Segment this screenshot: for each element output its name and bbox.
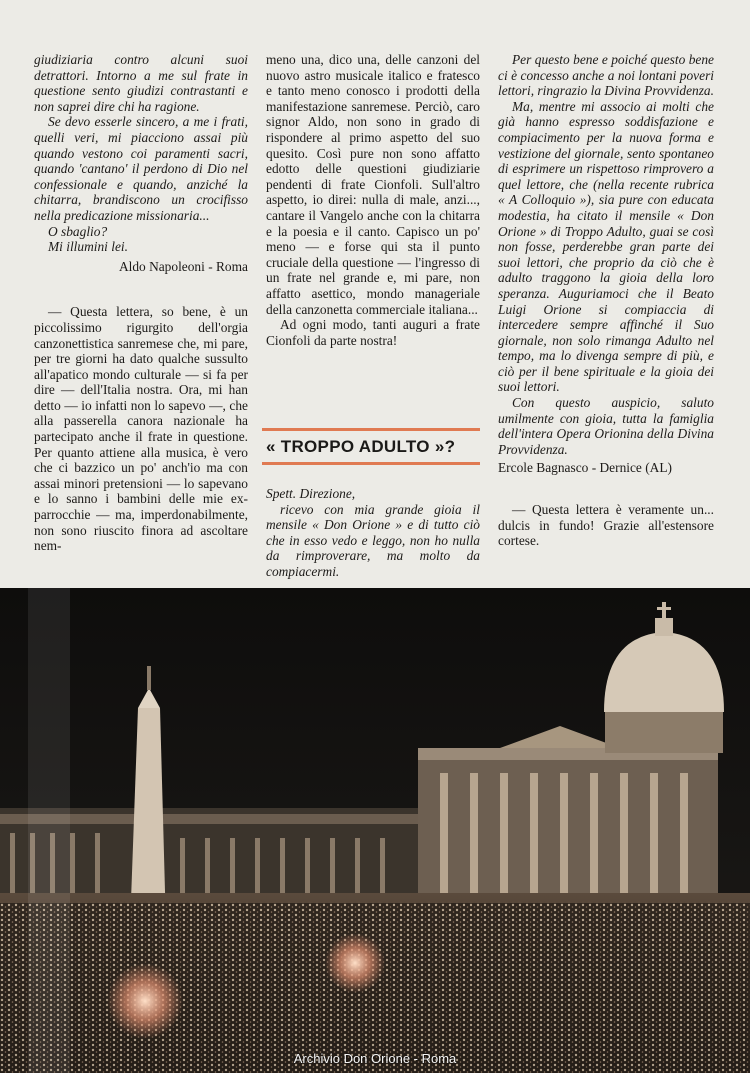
letter-2-signature: Ercole Bagnasco - Dernice (AL) bbox=[498, 460, 672, 476]
letter-1-paragraph-4: Mi illumini lei. bbox=[48, 239, 128, 255]
reply-1-part-2: meno una, dico una, delle canzoni del nuovo astro musicale italico e fratesco e tanto meno conosco i prodotti della manifestazione sanremese. Perciò, caro signor Aldo, non sono in grado di rispondere al primo aspetto del suo quesito. Così pure non sono affatto edotto delle questioni giudiziarie pendenti di frate Cionfoli. Sull'altro aspetto, io direi: nulla di male, anzi..., cantare il Vangelo anche con la chitarra e la poesia e il canto. Capisco un po' meno — e forse qui sta il punto cruciale della questione — l'ingresso di un frate nel grande e, mi pare, non affatto asettico, mondo manageriale della canzonetta commerciale italiana... bbox=[266, 52, 480, 317]
letter-2-paragraph-3: Ma, mentre mi associo ai molti che già hanno espresso soddisfazione e compiacimento per la nuova forma e vestizione del giornale, sento spontaneo di esprimere un rispettoso rimprovero a quel lettore, che (nella recente rubrica « A Colloquio »), sia pure con educata modestia, ha citato il mensile « Don Orione » di Troppo Adulto, guai se così non fosse, perderebbe gran parte dei suoi lettori, che proprio da ciò che è adulto traggono la gioia della loro speranza. Auguriamoci che il Beato Luigi Orione si compiaccia di intercedere sempre affinché il Suo giornale, non solo rimanga Adulto nel tempo, ma lo divenga sempre di più, e ciò per il bene spirituale e la gioia dei suoi lettori. bbox=[498, 98, 714, 395]
letter-1-paragraph-1: giudiziaria contro alcuni suoi detrattori. Intorno a me sul frate in questione sento giudizi contrastanti e non saprei dire chi ha ragione. bbox=[34, 52, 248, 114]
column-3 bbox=[498, 52, 714, 549]
section-heading: « TROPPO ADULTO »? bbox=[266, 437, 456, 456]
letter-1-signature: Aldo Napoleoni - Roma bbox=[118, 258, 248, 274]
photo-illustration bbox=[0, 588, 750, 1073]
reply-1-closing: Ad ogni modo, tanti auguri a frate Cionfoli da parte nostra! bbox=[266, 317, 480, 348]
street-lamp-glow-center bbox=[325, 933, 385, 993]
street-lamp-glow-left bbox=[107, 963, 183, 1039]
dome-drum bbox=[605, 708, 723, 753]
reply-1-part-1: — Questa lettera, so bene, è un piccolissimo rigurgito dell'orgia canzonettistica sanremese che, mi pare, per tre giorni ha dato qualche sussulto all'apatico mondo culturale — si fa per dire — dell'Italia nostra. Ora, mi han detto — io infatti non lo sapevo —, che alla passerella canora nazionale ha partecipato anche il frate in questione. Per quanto attiene alla musica, è vero che ci bazzico un po' anch'io ma con assai minori pretensioni — lo sapevano e lo sanno i bambini delle mie ex-parrocchie — ma, imperdonabilmente, non sono riuscito finora ad ascoltare nem- bbox=[34, 304, 248, 554]
archive-watermark: Archivio Don Orione - Roma bbox=[293, 1051, 457, 1066]
reply-2: — Questa lettera è veramente un... dulcis in fundo! Grazie all'estensore cortese. bbox=[498, 502, 714, 549]
section-heading-block bbox=[262, 428, 480, 465]
letter-2-paragraph-4: Con questo auspicio, saluto umilmente con gioia, tutta la famiglia dell'intera Opera Orionina della Divina Provvidenza. bbox=[498, 395, 714, 457]
letter-1-paragraph-2: Se devo esserle sincero, a me i frati, quelli veri, mi piacciono assai più quando vestono coi paramenti sacri, quando 'cantano' il perdono di Dio nel confessionale e quando, anziché la chitarra, brandiscono un crocifisso nella predicazione missionaria... bbox=[34, 114, 248, 223]
lantern bbox=[655, 618, 673, 636]
letter-2-paragraph-1: ricevo con mia grande gioia il mensile « Don Orione » e di tutto ciò che in esso vedo e leggo, non ho nulla da rimproverare, ma molto da compiacermi. bbox=[266, 501, 480, 579]
column-2 bbox=[266, 52, 480, 348]
letter-2-paragraph-2: Per questo bene e poiché questo bene ci è concesso anche a noi lontani poveri lettori, ringrazio la Divina Provvidenza. bbox=[498, 52, 714, 99]
letter-1-paragraph-3: O sbaglio? bbox=[48, 223, 108, 239]
st-peters-square-night-photo bbox=[0, 588, 750, 1073]
letter-2-part-1 bbox=[266, 486, 480, 580]
column-1 bbox=[34, 52, 248, 554]
letter-2-salutation: Spett. Direzione, bbox=[266, 486, 356, 501]
heading-bottom-rule bbox=[262, 462, 480, 465]
